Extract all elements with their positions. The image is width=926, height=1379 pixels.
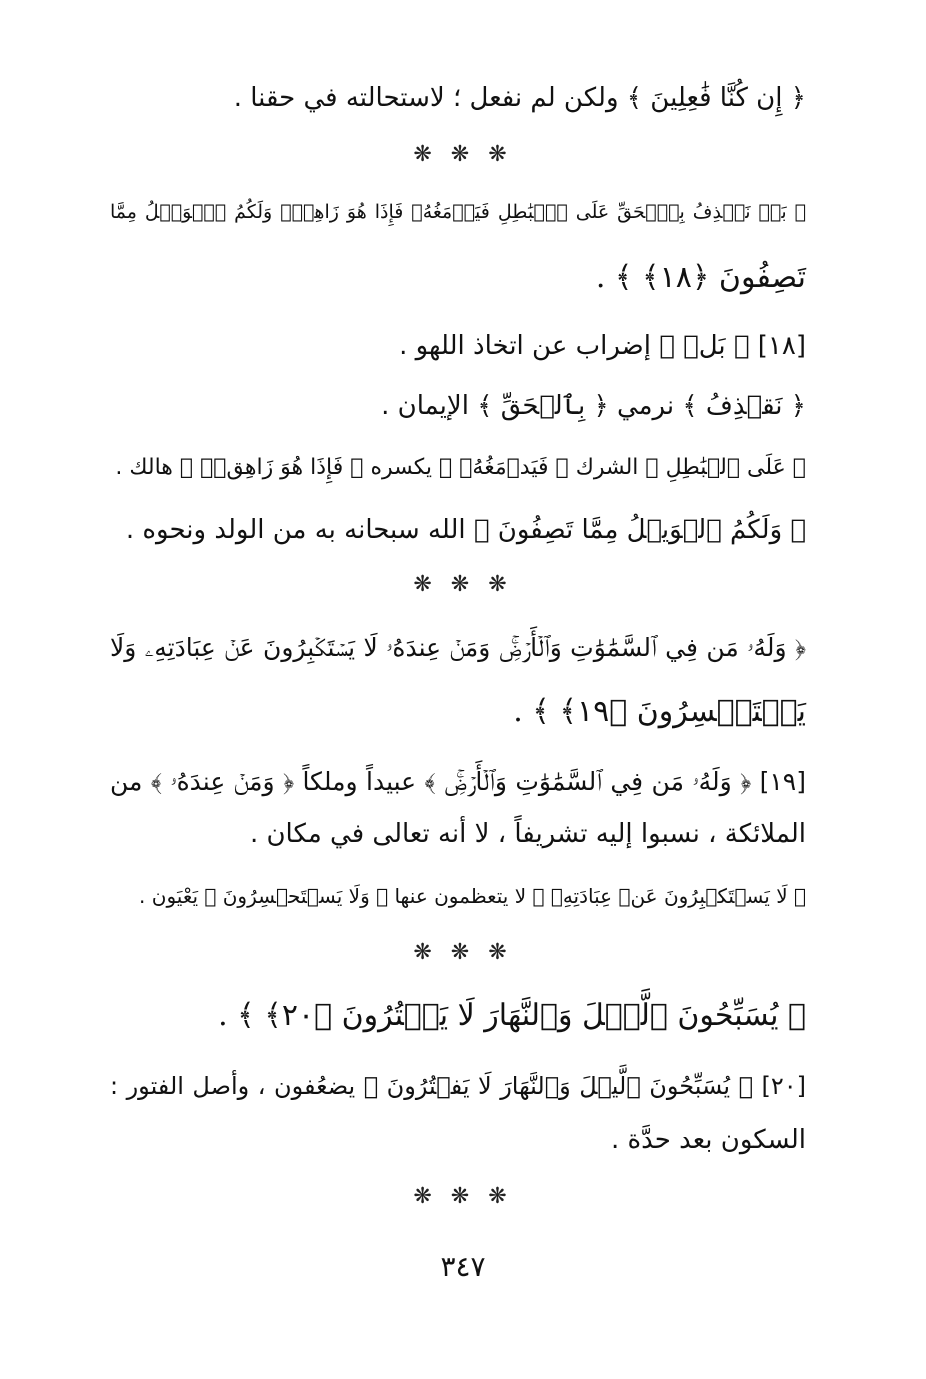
section-separator-1: ❋ ❋ ❋ [413, 142, 513, 167]
section-separator-4: ❋ ❋ ❋ [413, 1184, 513, 1209]
commentary-19-line-3: ﴿ لَا يَسۡتَكۡبِرُونَ عَنۡ عِبَادَتِهِۦ ﴾ لا يتعظمون عنها ﴿ وَلَا يَسۡتَحۡسِرُونَ ﴾ يَعْيَون . [139, 884, 806, 908]
verse-18-line-1: ﴿ بَلۡ نَقۡذِفُ بِٱلۡحَقِّ عَلَى ٱلۡبَٰطِلِ فَيَدۡمَغُهُۥ فَإِذَا هُوَ زَاهِقٞۚ وَلَكُمُ ٱلۡوَيۡلُ مِمَّا [110, 201, 806, 223]
commentary-18-line-4: ﴿ وَلَكُمُ ٱلۡوَيۡلُ مِمَّا تَصِفُونَ ﴾ الله سبحانه به من الولد ونحوه . [125, 515, 806, 545]
verse-19-line-2: يَسۡتَحۡسِرُونَ ﴿١٩﴾ ﴾ . [513, 694, 806, 729]
text-line-1: ﴿ إِن كُنَّا فَٰعِلِينَ ﴾ ولكن لم نفعل ؛ لاستحالته في حقنا . [233, 83, 806, 113]
commentary-20-line-1: [٢٠] ﴿ يُسَبِّحُونَ ٱلَّيۡلَ وَٱلنَّهَارَ لَا يَفۡتُرُونَ ﴾ يضعُفون ، وأصل الفتور : [110, 1072, 806, 1100]
verse-20-line-1: ﴿ يُسَبِّحُونَ ٱلَّيۡلَ وَٱلنَّهَارَ لَا يَفۡتُرُونَ ﴿٢٠﴾ ﴾ . [218, 998, 806, 1033]
commentary-20-line-2: السكون بعد حدَّة . [610, 1125, 806, 1155]
commentary-18-line-1: [١٨] ﴿ بَلۡ ﴾ إضراب عن اتخاذ اللهو . [399, 331, 806, 361]
commentary-19-line-1: [١٩] ﴿ وَلَهُۥ مَن فِي ٱلسَّمَٰوَٰتِ وَٱلۡأَرۡضِۚ ﴾ عبيداً وملكاً ﴿ وَمَنۡ عِندَهُۥ ﴾ من [110, 767, 806, 796]
commentary-19-line-2: الملائكة ، نسبوا إليه تشريفاً ، لا أنه تعالى في مكان . [249, 819, 806, 849]
verse-19-line-1: ﴿ وَلَهُۥ مَن فِي ٱلسَّمَٰوَٰتِ وَٱلۡأَرۡضِۚ وَمَنۡ عِندَهُۥ لَا يَسۡتَكۡبِرُونَ عَنۡ عِبَادَتِهِۦ وَلَا [110, 633, 806, 662]
section-separator-3: ❋ ❋ ❋ [413, 940, 513, 965]
commentary-18-line-2: ﴿ نَقۡذِفُ ﴾ نرمي ﴿ بِٱلۡحَقِّ ﴾ الإيمان . [381, 391, 806, 421]
section-separator-2: ❋ ❋ ❋ [413, 572, 513, 597]
page-number: ٣٤٧ [440, 1250, 486, 1283]
verse-18-line-2: تَصِفُونَ ﴿١٨﴾ ﴾ . [595, 260, 806, 295]
commentary-18-line-3: ﴿ عَلَى ٱلۡبَٰطِلِ ﴾ الشرك ﴿ فَيَدۡمَغُهُۥ ﴾ يكسره ﴿ فَإِذَا هُوَ زَاهِقٞۚ ﴾ هالك . [115, 455, 806, 480]
